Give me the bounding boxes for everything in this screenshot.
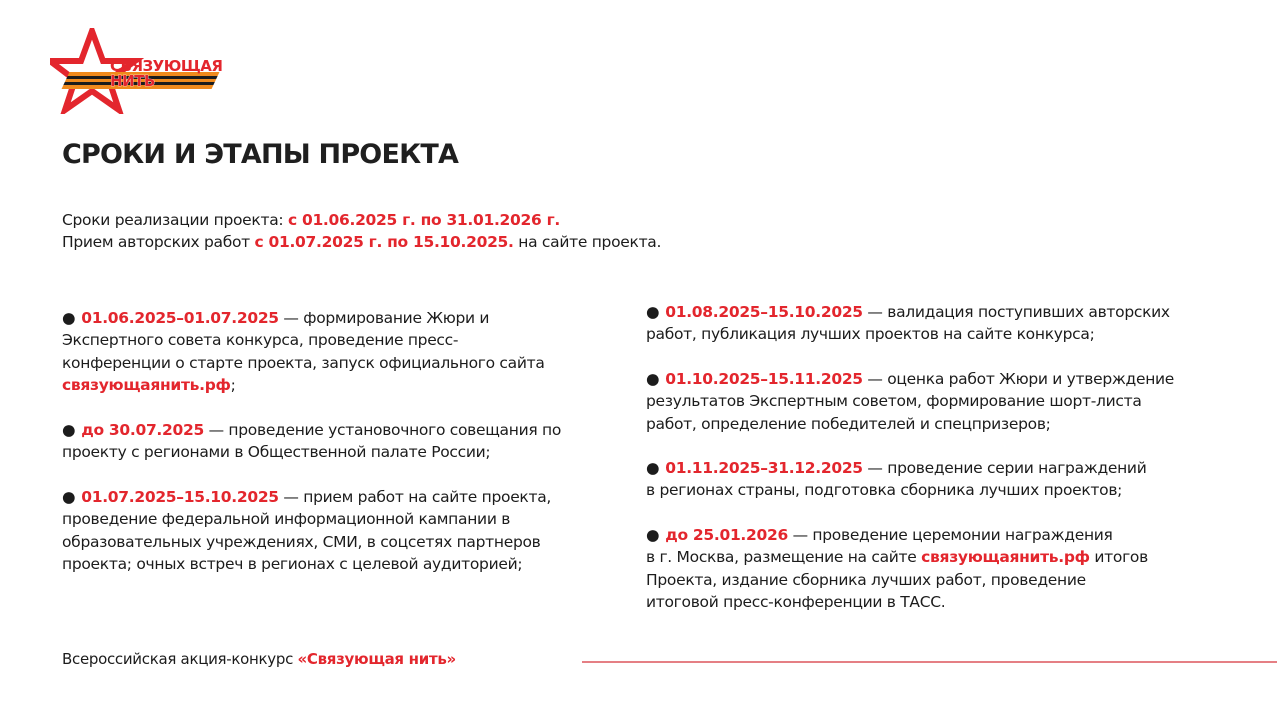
stage-text: проведение федеральной информационной кампании в: [62, 510, 511, 529]
bullet-icon: ●: [646, 303, 660, 321]
stage-text: — проведение церемонии награждения: [787, 526, 1113, 544]
stage-text: — валидация поступивших авторских: [862, 303, 1170, 321]
stage-text: — проведение серии награждений: [862, 459, 1147, 477]
star-ribbon-icon: [50, 28, 235, 114]
project-intro: [62, 209, 661, 253]
implementation-dates: с 01.06.2025 г. по 31.01.2026 г.: [287, 211, 560, 229]
stage-date: 01.11.2025–31.12.2025: [665, 459, 863, 477]
site-link[interactable]: связующаянить.рф: [62, 375, 231, 394]
intro-line-submission: [62, 231, 661, 253]
intro-suffix: на сайте проекта.: [513, 233, 662, 251]
bullet-icon: ●: [62, 309, 76, 327]
bullet-icon: ●: [646, 526, 660, 544]
stage-item: [62, 486, 551, 575]
stage-item: [646, 301, 1170, 346]
stage-text: работ, публикация лучших проектов на сайте конкурса;: [646, 325, 1095, 344]
stage-text: — прием работ на сайте проекта,: [278, 488, 552, 506]
stage-item: [646, 368, 1174, 435]
footer-caption: [62, 650, 456, 668]
stage-text: ;: [230, 375, 236, 394]
footer-divider: [582, 661, 1277, 663]
stage-text: работ, определение победителей и спецпризеров;: [646, 414, 1051, 433]
project-logo: [50, 28, 235, 114]
logo-text-line1: СВЯЗУЮЩАЯ: [110, 57, 223, 75]
logo-text-line2: НИТЬ: [110, 72, 155, 90]
stage-text: образовательных учреждениях, СМИ, в соцсетях партнеров: [62, 532, 541, 551]
stage-item: [62, 419, 561, 464]
stage-date: до 30.07.2025: [81, 421, 204, 439]
stage-text: проекта; очных встреч в регионах с целевой аудиторией;: [62, 554, 523, 573]
bullet-icon: ●: [62, 488, 76, 506]
stage-text: итогов: [1089, 548, 1148, 567]
bullet-icon: ●: [62, 421, 76, 439]
stage-text: результатов Экспертным советом, формирование шорт-листа: [646, 392, 1142, 411]
bullet-icon: ●: [646, 370, 660, 388]
stage-text: — проведение установочного совещания по: [203, 421, 562, 439]
stage-date: 01.07.2025–15.10.2025: [81, 488, 279, 506]
stage-text: в регионах страны, подготовка сборника лучших проектов;: [646, 481, 1123, 500]
footer-contest-name: «Связующая нить»: [297, 650, 456, 668]
stage-date: 01.10.2025–15.11.2025: [665, 370, 863, 388]
stage-text: в г. Москва, размещение на сайте: [646, 548, 922, 567]
stage-text: итоговой пресс-конференции в ТАСС.: [646, 592, 946, 611]
stage-item: [646, 457, 1146, 502]
stage-date: 01.08.2025–15.10.2025: [665, 303, 863, 321]
intro-line-implementation: [62, 209, 661, 231]
page-title: СРОКИ И ЭТАПЫ ПРОЕКТА: [62, 139, 459, 170]
bullet-icon: ●: [646, 459, 660, 477]
intro-label: Прием авторских работ: [62, 233, 255, 251]
stage-text: Экспертного совета конкурса, проведение пресс-: [62, 331, 459, 350]
intro-label: Сроки реализации проекта:: [62, 211, 288, 229]
stage-item: [646, 524, 1148, 613]
footer-prefix: Всероссийская акция-конкурс: [62, 650, 298, 668]
stage-text: проекту с регионами в Общественной палате России;: [62, 443, 491, 462]
stage-date: до 25.01.2026: [665, 526, 788, 544]
stage-text: конференции о старте проекта, запуск официального сайта: [62, 353, 545, 372]
stage-item: [62, 307, 545, 396]
submission-dates: с 01.07.2025 г. по 15.10.2025.: [254, 233, 514, 251]
stage-date: 01.06.2025–01.07.2025: [81, 309, 279, 327]
stage-text: Проекта, издание сборника лучших работ, проведение: [646, 570, 1086, 589]
stage-text: — оценка работ Жюри и утверждение: [862, 370, 1175, 388]
site-link[interactable]: связующаянить.рф: [921, 548, 1090, 567]
stage-text: — формирование Жюри и: [278, 309, 490, 327]
